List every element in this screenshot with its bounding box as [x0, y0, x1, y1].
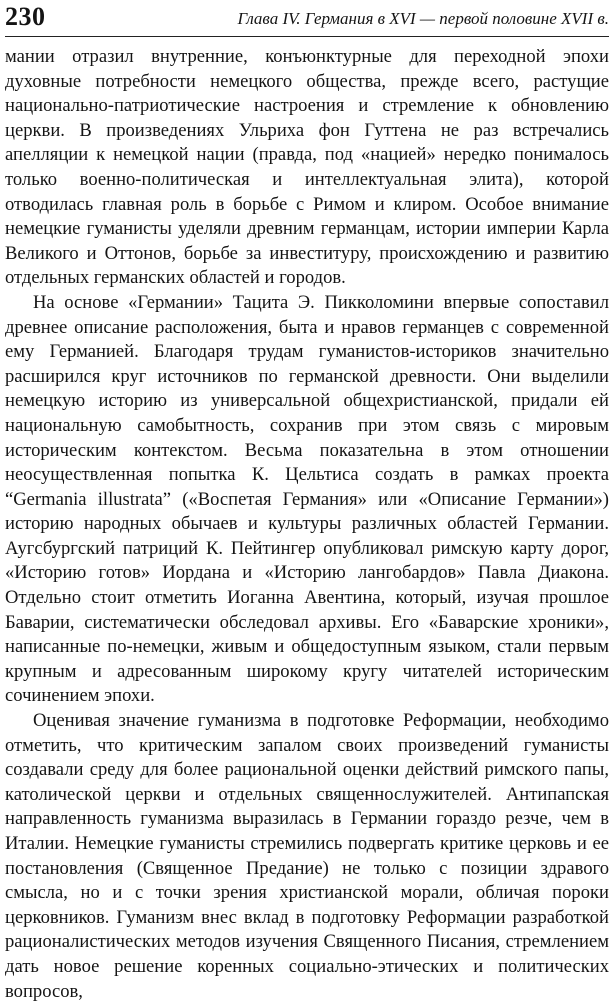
body-text [5, 45, 609, 1004]
page-number: 230 [5, 2, 46, 31]
page-header [5, 0, 609, 37]
paragraph: На основе «Германии» Тацита Э. Пикколомини впервые сопоставил древнее описание расположения, быта и нравов германцев с современной ему Германией. Благодаря трудам гуманистов-историков значительно расширился круг источников по германской древности. Они выделили немецкую историю из универсальной общехристианской, придали ей национальную самобытность, сохранив при этом связь с мировым историческим контекстом. Весьма показательна в этом отношении неосуществленная попытка К. Цельтиса создать в рамках проекта “Germania illustrata” («Воспетая Германия» или «Описание Германии») историю народных обычаев и культуры различных областей Германии. Аугсбургский патриций К. Пейтингер опубликовал римскую карту дорог, «Историю готов» Иордана и «Историю лангобардов» Павла Диакона. Отдельно стоит отметить Иоганна Авентина, который, изучая прошлое Баварии, систематически обследовал архивы. Его «Баварские хроники», написанные по-немецки, живым и общедоступным языком, стали первым крупным и адресованным широкому кругу читателей историческим сочинением эпохи. [5, 291, 609, 707]
running-title: Глава IV. Германия в XVI — первой половине XVII в. [237, 9, 609, 28]
paragraph: мании отразил внутренние, конъюнктурные для переходной эпохи духовные потребности немецкого общества, прежде всего, растущие национально-патриотические настроения и стремление к обновлению церкви. В произведениях Ульриха фон Гуттена не раз встречались апелляции к немецкой нации (правда, под «нацией» нередко понималось только военно-политическая и интеллектуальная элита), которой отводилась главная роль в борьбе с Римом и клиром. Особое внимание немецкие гуманисты уделяли древним германцам, истории империи Карла Великого и Оттонов, борьбе за инвеституру, происхождению и развитию отдельных германских областей и городов. [5, 46, 609, 289]
paragraph: Оценивая значение гуманизма в подготовке Реформации, необходимо отметить, что критическим запалом своих произведений гуманисты создавали среду для более рациональной оценки действий римского папы, католической церкви и отдельных священнослужителей. Антипапская направленность гуманизма выразилась в Германии гораздо резче, чем в Италии. Немецкие гуманисты стремились подвергать критике церковь и ее постановления (Священное Предание) не только с позиции здравого смысла, но и с точки зрения христианской морали, обличая пороки церковников. Гуманизм внес вклад в подготовку Реформации разработкой рационалистических методов изучения Священного Писания, стремлением дать новое решение коренных социально-этических и политических вопросов, [5, 710, 609, 1002]
